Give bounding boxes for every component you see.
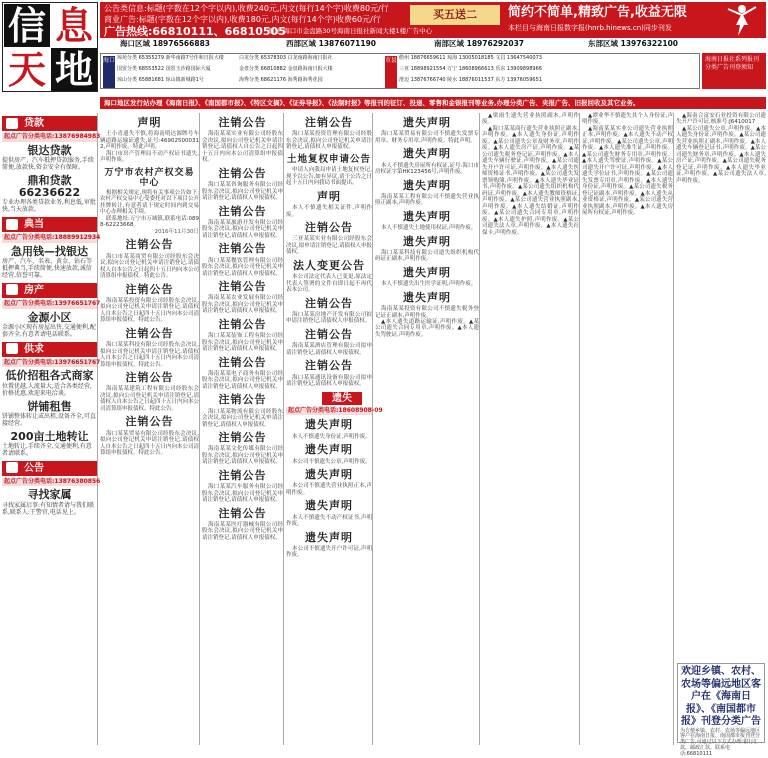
notice-body: 海口某某贸易有限公司不慎遗失发票专用章、财务专用章,声明作废。特此声明。 [375,131,479,144]
ad-title: 饼铺租售 [27,399,72,413]
ad-title: 寻找家属 [27,488,72,502]
notice-heading: 注销公告 [218,116,267,129]
notice-body: 本人不慎遗失身份证,声明作废。 [292,433,371,440]
notice-heading: 遗失声明 [305,530,353,544]
notice-body: 海南某某建筑工程有限公司经股东会决议,拟向公司登记机关申请注销登记,请债权人自本公告之日起四十五日内向本公司清算组申报债权。特此公告。 [100,386,200,412]
ad-body: 金源小区现有房屋出售,交通便利,配套齐全,有意者请电话联系。 [2,323,96,338]
agent-tag-haikou: 海口 [103,56,115,88]
ad-title: 银达贷款 [27,143,72,157]
ad-title: 金源小区 [27,310,72,324]
ad-body: 房产、汽车、名表、黄金、钻石等抵押典当,手续简便,快速放款,诚信经营,信誉可靠。 [2,258,93,280]
notice-body: 海口某某房地产开发有限公司拟申请注销登记,请债权人申报债权。 [286,311,372,325]
notice-body: 申请人向我局申请土地复权登记,现予以公告,如有异议,请于公告之日起十五日内向我局书面提出。 [286,167,372,187]
notice-heading: 注销公告 [305,359,353,373]
notice-body: ▲某公司遗失公章,声明作废。▲本人遗失身份证,声明作废。▲某公司遗失营业执照正副本,声明作废。▲本人遗失车辆登记证书,声明作废。▲某公司遗失财务章,声明作废。▲本人遗失房产证,声明作废。▲某公司遗失税务登记证,声明作废。▲本人遗失毕业证,声明作废。▲某公司遗失法人章,声明作废。 [676,125,766,184]
agents-table [100,53,700,89]
notice-body: 海南某某投资有限公司不慎遗失税务登记证正副本,声明作废。 [375,306,479,319]
notice-body: 王小青遗失不慎,将海南明达源牌号车辆道路运输证遗失,证号:469025000312,声明作废。特此声明。 [100,131,199,151]
dancer-figure-icon [720,3,764,37]
area-west: 西部区域 13876071190 [286,39,377,48]
notices-column-2 [100,113,200,745]
notice-heading: 遗失声明 [403,265,451,279]
notice-body: 海口某某科技有限公司遗失组织机构代码证正副本,声明作废。 [375,249,479,263]
notice-heading: 注销公告 [305,116,353,129]
notice-heading: 遗失声明 [403,116,451,129]
notice-body: 海口某某通讯设备有限公司拟申请注销登记,请债权人申报债权。 [286,374,372,388]
notice-heading: 注销公告 [125,326,174,340]
notice-icon [6,462,18,473]
notice-heading: 遗失声明 [305,468,353,481]
logo-char-3: 天 [4,48,50,91]
notice-body: 海口市某某商贸有限公司经股东会决议,拟向公司登记机关申请注销登记,请债权人自本公告之日起四十五日内向本公司清算组申报债权。特此公告。 [100,253,200,280]
notice-body: 本公司不慎遗失营业执照正本,声明作废。 [286,483,372,496]
category-label: 房产 [24,284,44,296]
category-supply [2,342,97,357]
pawn-icon [6,219,18,230]
pricing-line-2: 商业广告:标题(字数在12个字以内),收费180元,内文(每行14个字)收费60元/行 [104,15,381,24]
notice-date: 2016年11月30日 [154,228,199,235]
notices-column-3 [202,113,284,745]
notice-body: 本公司法定代表人已变更,原法定代表人签署的文件自即日起不再代表本公司。 [286,274,372,294]
category-notice [2,461,97,476]
notice-heading: 万宁市农村产权交易中心 [104,167,195,188]
category-property [2,283,97,298]
notice-heading: 注销公告 [218,355,267,369]
logo [2,2,98,92]
notice-body: 海口某某物流有限公司经股东会决议,拟向公司登记机关申请注销登记,请债权人申报债权。 [202,408,283,428]
notice-body: 海南某某农业发展有限公司经股东会决议,拟向公司登记机关申请注销登记,请债权人申报债权。 [202,295,283,315]
notice-heading: 遗失声明 [305,418,353,432]
area-contacts [100,40,766,52]
left-ads-column [2,113,101,745]
category-label: 典当 [24,219,44,231]
slogan: 简约不简单,精致广告,收益无限 [508,5,687,20]
notices-column-8 [676,113,766,758]
notice-heading: 遗失声明 [305,499,353,513]
category-label: 贷款 [24,118,44,129]
notice-heading: 注销公告 [125,415,174,429]
notice-body: 海南某某工程有限公司不慎遗失营业执照正副本,声明作废。 [375,193,479,207]
notice-body: 本人不慎遗失房屋所有权证,证号:海口市房权证字第HK123456号,声明作废。 [375,162,479,176]
notice-body: ▲谭业华不慎遗失其个人身份证,声明作废。 [582,113,673,126]
category-hotline: 起点广告分类电话:13976651767 [4,358,101,366]
agent-row: 琼山分类 65881681 琼山镇新城路1号 [117,77,204,83]
distribution-banner: 海口地区发行站办理《海南日报》、《南国都市报》、《特区文摘》、《证券导报》、《法制时报》等报刊的征订、投递、零售和金银报刊等业务,办理分类广告、夹报广告、旧报回收及其它业务。 [100,97,766,109]
notice-heading: 注销公告 [218,506,267,520]
notice-heading: 注销公告 [218,393,267,407]
agent-row: 琼苑分类 65355279 新华南路7号佳和日报大楼 [117,55,224,61]
notice-heading: 声明 [137,116,162,129]
notice-heading: 注销公告 [305,296,353,310]
notice-body: 海口某某汽车服务有限公司经股东会决议,拟向公司登记机关申请注销登记,请债权人申报债权。 [202,484,283,504]
notice-body: 联系地址:万宁市万城镇,联系电话:0898-62223668。 [100,215,199,229]
logo-char-4: 地 [51,48,97,91]
area-south: 南部区域 18976292037 [434,39,525,48]
ad-body: 饼铺整体转让或出租,设备齐全,可直接经营。 [2,412,96,427]
notice-heading: 注销公告 [125,282,174,296]
notice-body: 海口某某投资管理有限公司经股东会决议,拟向公司登记机关申请注销登记,请债权人申报债权。 [286,131,372,151]
notice-body: 根据相关规定,现将有关事项公告如下:农村产权交易中心受委托对以下项目公开挂牌转让,有意者请于规定时间内到交易中心办理相关手续。 [100,189,200,216]
notice-body: 海南某某实业有限公司经股东会决议,拟向公司登记机关申请注销登记,请债权人自公告之日起四十五日内向本公司清算组申报债权。 [202,131,283,164]
notice-body: 海口某某科技有限公司经股东会决议,拟向公司登记机关申请注销登记,请债权人自本公告之日起四十五日内向本公司清算组申报债权。特此公告。 [100,342,200,368]
agent-row: 白龙分类 65378303 白龙南路海南日报社 [239,55,333,61]
notice-body: 海口某某咨询服务有限公司经股东会决议,拟向公司登记机关申请注销登记,请债权人申报债权。 [202,182,283,202]
agent-row: 金盘分类 66810882 金盘路海南日报大楼 [239,66,333,72]
agent-tag-county: 市县 [385,56,397,88]
notice-heading: 注销公告 [218,166,267,180]
county-row: 澄迈 13876766740 陵水 18876011537 东方 13976059651 [399,77,542,83]
notice-heading: 遗失声明 [403,147,451,161]
county-row: 儋州 18876659611 琼海 13005018185 文昌 13647540073 [399,55,542,61]
agent-row: 海秀分类 68621176 海秀路海秀花园 [239,77,323,83]
notice-body: 海口某某餐饮管理有限公司经股东会决议,拟向公司登记机关申请注销登记,请债权人申报债权。 [202,257,283,277]
ad-body: 土地转让,手续齐全,交通便利,有意者请联系。 [2,442,92,457]
notices-column-7 [582,113,674,745]
notice-heading: 注销公告 [218,431,267,445]
slogan-sub: 本栏目与海南日报数字报(hnrb.hinews.cn)同步刊发 [508,24,672,32]
notice-body: 本人不慎遗失土地使用权证,声明作废。 [381,225,477,232]
notices-column-4 [286,113,383,745]
notice-body: 三亚某某实业有限公司经股东会决议,拟申请注销登记,请债权人申报债权。 [286,236,372,256]
notice-body: 海南某某投资有限公司经股东会决议,拟向公司登记机关申请注销登记,请债权人自本公告之日起四十五日内向本公司清算组申报债权。特此公告。 [100,297,200,324]
notice-heading: 注销公告 [218,317,267,331]
category-loan [2,116,97,131]
rural-notice-body: 为方便乡镇、农村、农场等偏远地区客户在海南日报、南国都市报刊登分类广告,可通过以下方式办理:银行汇款、邮政汇款。联系电话:66810111 [680,727,761,758]
notice-body: 海南某某文化传媒有限公司经股东会决议,拟向公司登记机关申请注销登记,请债权人申报债权。 [202,446,283,466]
notice-body: 海南某某医疗器械有限公司经股东会决议,拟向公司登记机关申请注销登记,请债权人申报债权。 [202,521,283,541]
address: 地址:海口市金盘路30号海南日报社新闻大楼1楼广告中心 [268,27,433,35]
category-hotline: 起点广告分类电话:18889912934 [4,234,101,242]
hotline: 广告热线:66810111、66810505 [104,25,286,38]
notice-body: 本人不慎遗失相关证件,声明作废。 [286,205,372,218]
category-pawn [2,217,97,232]
notice-body: 海南某某电子商务有限公司经股东会决议,拟向公司登记机关申请注销登记,请债权人申报债权。 [202,370,283,390]
notice-body: 海南某某旅游开发有限公司经股东会决议,拟向公司登记机关申请注销登记,请债权人申报债权。 [202,219,283,239]
notice-body: 本人不慎遗失出生医学证明,声明作废。 [381,281,477,288]
pricing-line-1: 公告类信息:标题(字数在12个字以内),收费240元,内文(每行14个字)收费80元/行 [104,4,389,13]
notice-heading: 遗失声明 [403,234,451,248]
notice-heading: 法人变更公告 [293,258,365,272]
promo-badge: 买五送二 [410,5,500,25]
side-note: 海南日报社系列报刊分类广告刊登须知 [702,53,766,89]
category-label: 公告 [24,462,44,474]
notices-column-6 [482,113,580,745]
notice-heading: 土地复权申请公告 [286,153,371,165]
ad-body: 位置优越,人流量大,适合各类经营,价格优惠,欢迎来电洽谈。 [2,382,92,397]
county-row: 三亚 18898921554 万宁 18608966613 乐东 13909898966 [399,66,542,72]
ad-title: 急用钱—找银达 [11,244,88,258]
notice-body: ▲海南某某实业公司遗失营业执照正本,声明作废。▲本人遗失不动产权证,声明作废。▲某公司遗失公章,声明作废。▲本人遗失准生证,声明作废。▲某公司遗失财务专用章,声明作废。▲本人遗失驾驶证,声明作废。▲某公司遗失开户许可证,声明作废。▲本人遗失学位证书,声明作废。▲某公司遗失发票专用章,声明作废。▲本人遗失身份证,声明作废。▲某公司遗失税务登记证副本,声明作废。▲本人遗失从业资格证,声明作废。▲某公司遗失营业执照副本,声明作废。▲本人遗失房屋所有权证,声明作废。 [582,125,673,217]
header-band [100,2,766,38]
notice-heading: 注销公告 [305,327,353,341]
area-east: 东部区域 13976322100 [588,39,679,48]
category-hotline: 起点广告分类电话:13976651767 [4,299,101,307]
agent-row: 国贸分类 68553522 国贸玉沙路国际大厦 [117,66,211,72]
notice-body: 本公司不慎遗失开户许可证,声明作废。 [286,545,372,559]
logo-char-1: 信 [4,4,50,47]
lost-category-label: 遗失 [322,392,362,405]
notice-body: 海口市房产管理局不动产权证书遗失,声明作废。 [100,150,199,164]
area-haikou: 海口区域 18976566883 [120,39,211,48]
notice-heading: 注销公告 [125,371,174,385]
masthead [0,0,768,95]
notice-body: ▲本人遗失道路运输证,声明作废。▲某公司遗失合同专用章,声明作废。▲本人遗失驾驶证,声明作废。 [375,319,479,338]
ad-body: 提供房产、汽车抵押贷款服务,手续简便,放款快,资金安全有保障。 [2,157,94,171]
notice-body: ▲海口某某商行遗失营业执照正副本,声明作废。▲本人遗失身份证,声明作废。▲某公司遗失公章及财务章,声明作废。▲本人遗失房产证,声明作废。▲某公司遗失税务登记证,声明作废。▲本人遗失车辆行驶证,声明作废。▲某公司遗失开户许可证,声明作废。▲本人遗失医师资格证书,声明作废。▲某公司遗失发票领购簿,声明作废。▲本人遗失毕业证书,声明作废。▲某公司遗失组织机构代码证,声明作废。▲本人遗失教师资格证,声明作废。▲某公司遗失营业执照副本,声明作废。▲本人遗失结婚证,声明作废。▲某公司遗失合同专用章,声明作废。▲本人遗失护照,声明作废。▲某公司遗失法人章,声明作废。▲本人遗失社保卡,声明作废。 [482,125,579,236]
notice-heading: 注销公告 [218,204,267,218]
notice-heading: 注销公告 [125,238,174,252]
notice-heading: 注销公告 [305,221,353,235]
notice-heading: 注销公告 [218,280,267,294]
notice-heading: 遗失声明 [403,178,451,192]
notice-body: 海南某某酒店管理有限公司拟申请注销登记,请债权人申报债权。 [286,343,372,356]
notice-heading: 注销公告 [218,242,267,256]
category-hotline: 起点广告分类电话:13876984983 [4,133,101,140]
logo-char-2: 息 [51,4,97,47]
rural-notice-box [677,663,765,758]
notice-body: ▲梁雨生遗失营业执照副本,声明作废。 [482,113,579,126]
notice-body: 本公司不慎遗失公章,声明作废。 [292,458,371,465]
category-hotline: 起点广告分类电话:13876380856 [4,477,101,485]
notices-column-5 [375,113,480,745]
notice-body: 海口某某贸易有限公司经股东会决议,拟向公司登记机关申请注销登记,请债权人自本公告之日起四十五日内向本公司清算组申报债权。特此公告。 [100,430,200,457]
ad-body: 专业办理各类贷款业务,利息低,审批快,当天放款。 [2,199,96,214]
ad-title: 鼎和贷款66236622 [18,173,81,200]
notice-heading: 声明 [317,189,341,203]
notice-heading: 遗失声明 [403,209,451,223]
notice-body: ▲海南合富安石业投资有限公司遗失开户许可证,核准号:J6410017 [676,113,766,126]
notice-heading: 遗失声明 [305,443,353,457]
notice-body: 海口某某装饰工程有限公司经股东会决议,拟向公司登记机关申请注销登记,请债权人申报债权。 [202,333,283,353]
handshake-icon [6,343,18,354]
notice-heading: 注销公告 [218,468,267,482]
notice-heading: 遗失声明 [403,290,451,304]
notice-body: 本人不慎遗失不动产权证书,声明作废。 [286,514,372,528]
category-hotline: 起点广告分类电话:18608908-09 [288,406,383,414]
rural-notice-title: 欢迎乡镇、农村、农场等偏远地区客户在《海南日报》、《南国都市报》刊登分类广告 [681,666,761,727]
ad-title: 低价招租各式商家 [5,369,94,383]
money-icon [6,118,18,129]
category-label: 供求 [24,343,44,355]
ad-title: 200亩土地转让 [10,429,89,443]
ad-body: 寻找家属启事:有知情者请与我们联系,联系人:王警官,电话见上。 [2,501,95,516]
house-icon [6,284,18,295]
